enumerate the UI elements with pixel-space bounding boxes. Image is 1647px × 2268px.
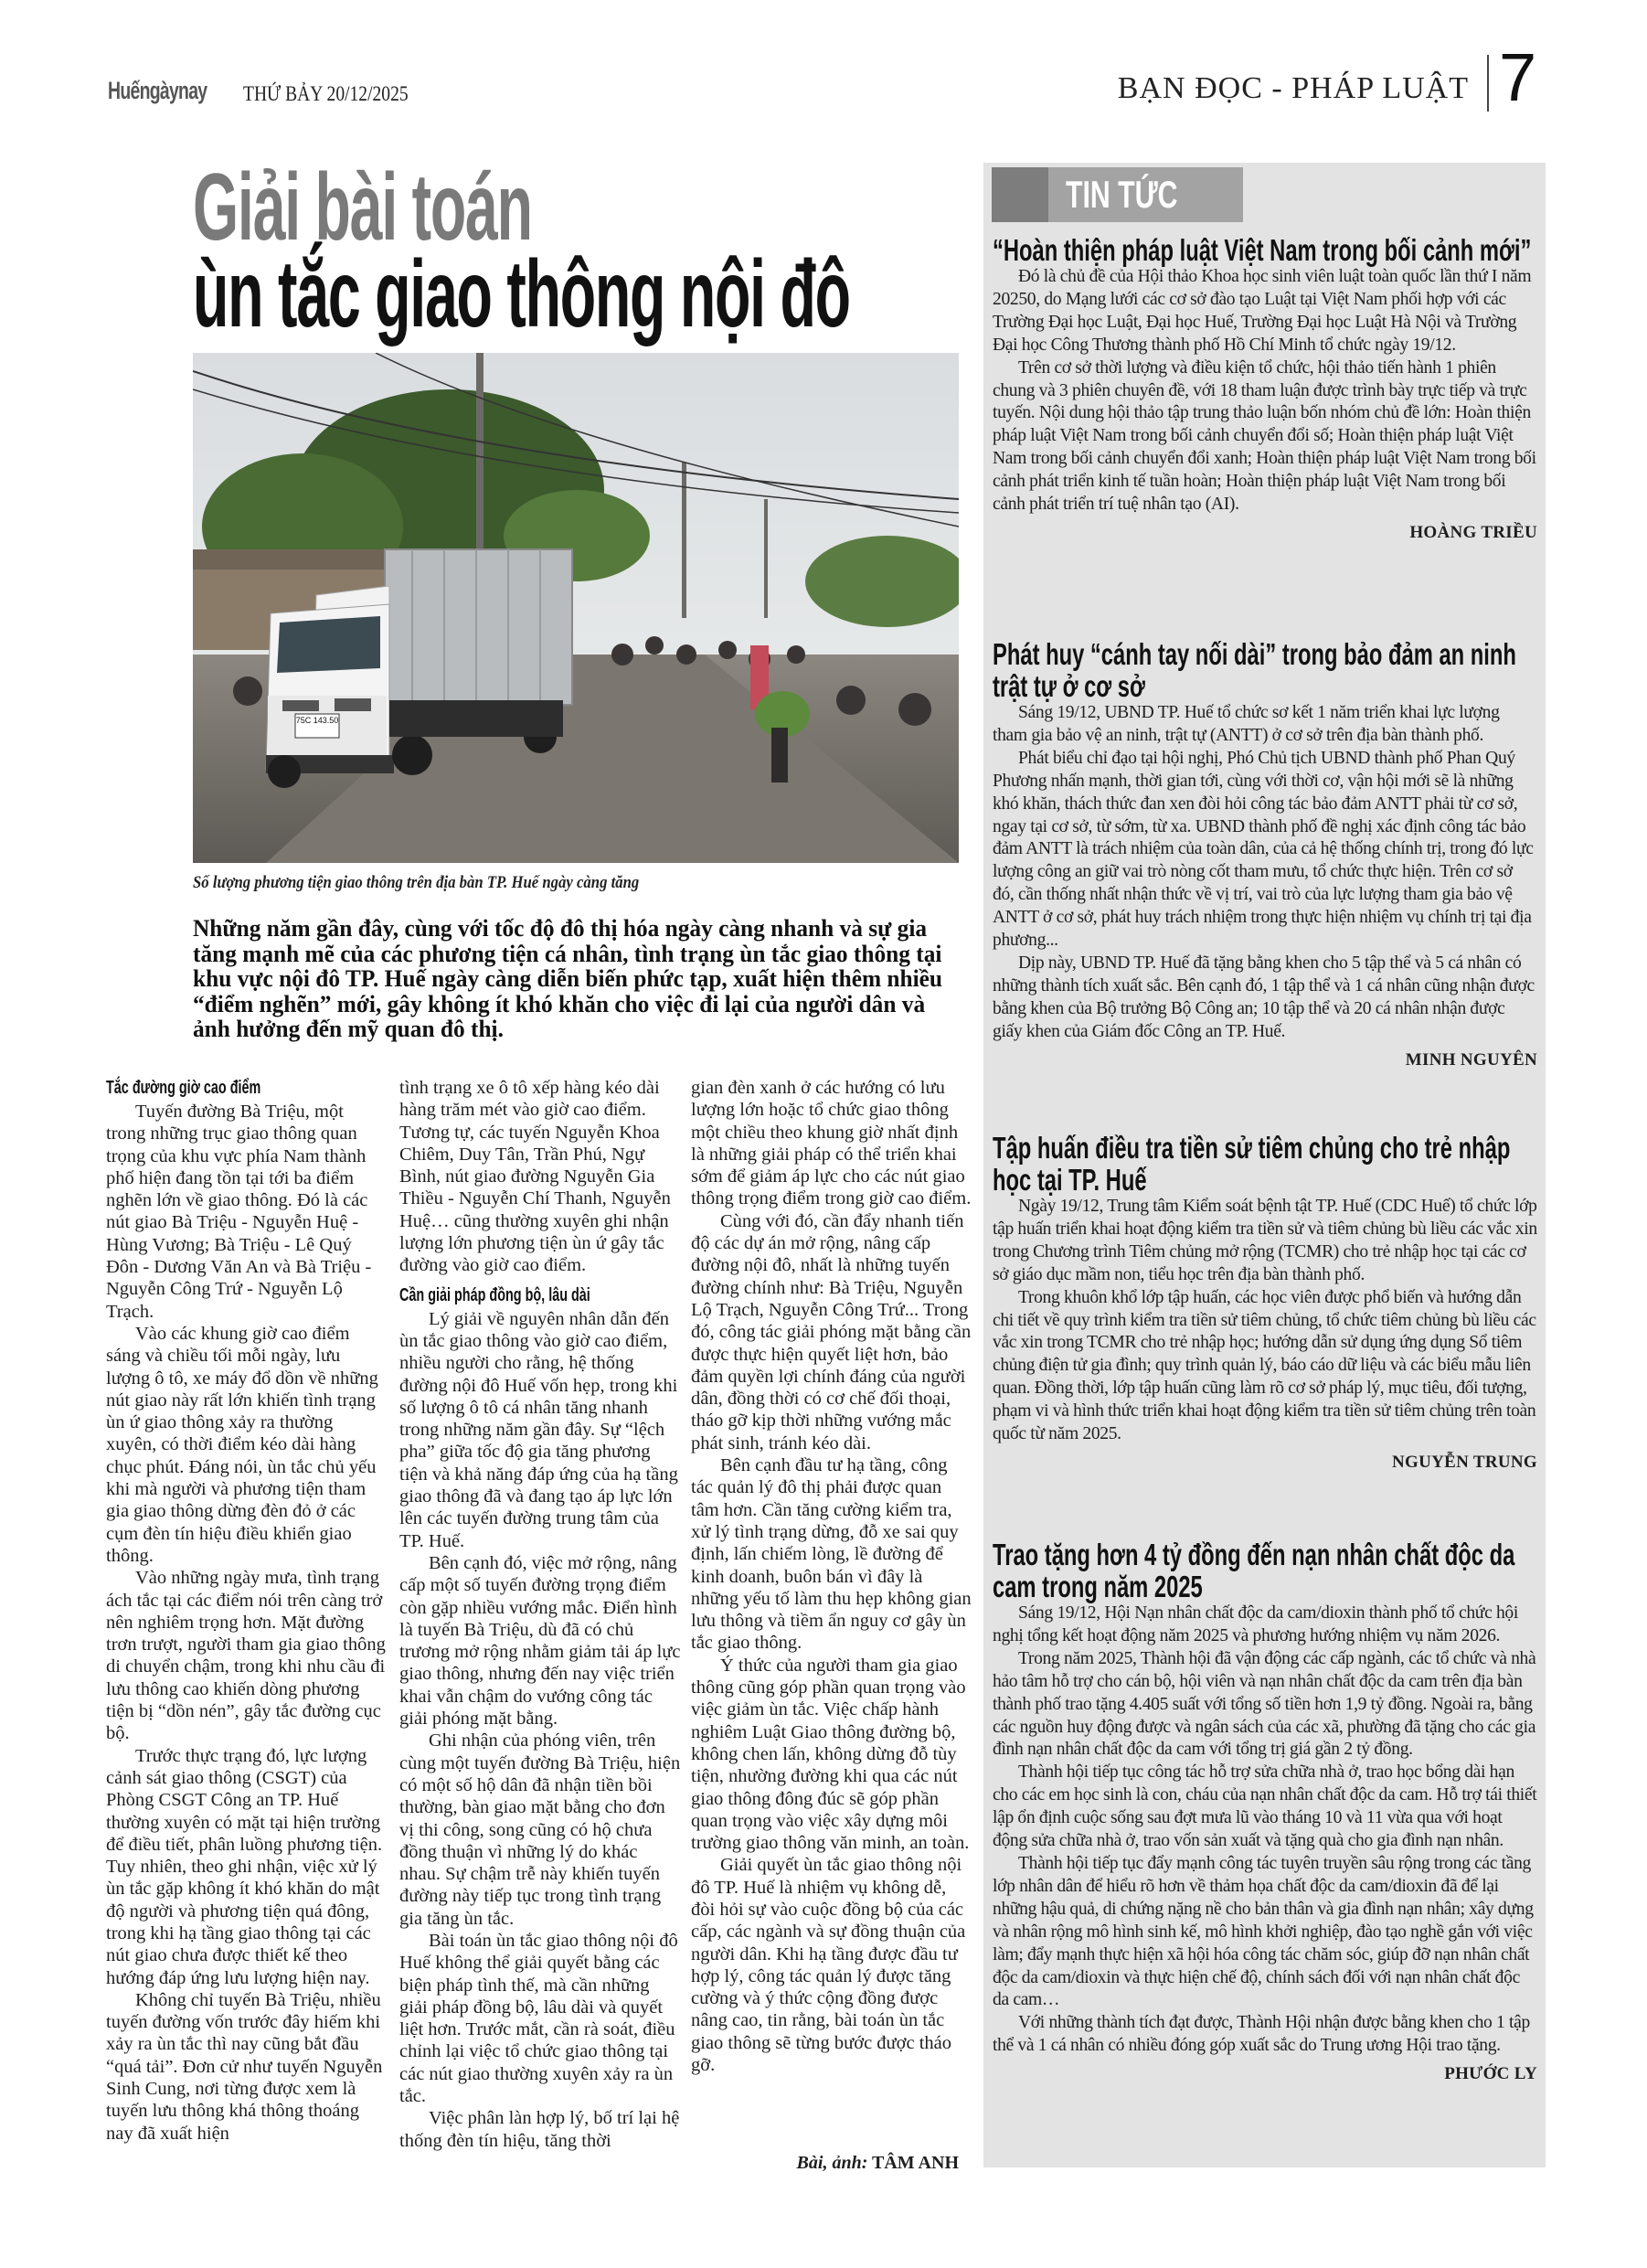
article-lead: Những năm gần đây, cùng với tốc độ đô thị hóa ngày càng nhanh và sự gia tăng mạnh mẽ của các phương tiện cá nhân, tình trạng ùn tắc giao thông tại khu vực nội đô TP. Huế ngày càng diễn biến phức tạp, xuất hiện thêm nhiều “điểm nghẽn” mới, gây không ít khó khăn cho việc đi lại của người dân và ảnh hưởng đến mỹ quan đô thị.: [193, 915, 943, 1042]
paragraph: Cùng với đó, cần đẩy nhanh tiến độ các dự án mở rộng, nâng cấp đường nội đô, nhất là những tuyến đường chính như: Bà Triệu, Nguyễn Lộ Trạch, Nguyễn Công Trứ... Trong đó, công tác giải phóng mặt bằng cần được thực hiện quyết liệt hơn, bảo đảm quyền lợi chính đáng của người dân, đồng thời có cơ chế đối thoại, tháo gỡ kịp thời những vướng mắc phát sinh, tránh kéo dài.: [691, 1210, 972, 1453]
paragraph: Trước thực trạng đó, lực lượng cảnh sát giao thông (CSGT) của Phòng CSGT Công an TP. Huế thường xuyên có mặt tại hiện trường để điều tiết, phân luồng phương tiện. Tuy nhiên, theo ghi nhận, việc xử lý ùn tắc gặp không ít khó khăn do mật độ người và phương tiện quá đông, trong khi hạ tầng giao thông tại các nút giao chưa được thiết kế theo hướng đáp ứng lưu lượng hiện nay.: [106, 1745, 383, 1988]
story-paragraph: Thành hội tiếp tục công tác hỗ trợ sửa chữa nhà ở, trao học bổng dài hạn cho các em học sinh là con, cháu của nạn nhân chất độc da cam. Hỗ trợ tái thiết lập ổn định cuộc sống sau đợt mưa lũ vào tháng 10 và 11 vừa qua với hoạt động sửa chữa nhà ở, trao vốn sản xuất và tặng quà cho gia đình nạn nhân.: [993, 1762, 1537, 1851]
story-paragraph: Sáng 19/12, UBND TP. Huế tổ chức sơ kết 1 năm triển khai lực lượng tham gia bảo vệ an ninh, trật tự (ANTT) ở cơ sở trên địa bàn thành phố.: [993, 703, 1500, 745]
paragraph: Bên cạnh đó, việc mở rộng, nâng cấp một số tuyến đường trọng điểm còn gặp nhiều vướng mắc. Điển hình là tuyến Bà Triệu, dù đã có chủ trương mở rộng nhằm giảm tải áp lực giao thông, nhưng đến nay việc triển khai vẫn chậm do vướng công tác giải phóng mặt bằng.: [399, 1552, 681, 1730]
paragraph: Việc phân làn hợp lý, bố trí lại hệ thống đèn tín hiệu, tăng thời: [399, 2108, 680, 2151]
paragraph: Vào các khung giờ cao điểm sáng và chiều tối mỗi ngày, lưu lượng ô tô, xe máy đổ dồn về những nút giao này rất lớn khiến tình trạng ùn ứ giao thông xảy ra thường xuyên, có thời điểm kéo dài hàng chục phút. Đáng nói, ùn tắc chủ yếu khi mà người và phương tiện tham gia giao thông dừng đèn đỏ ở các cụm đèn tín hiệu điều khiển giao thông.: [106, 1323, 378, 1566]
story-author: MINH NGUYÊN: [1405, 1049, 1537, 1070]
article-byline: [797, 2153, 959, 2174]
story-title: Trao tặng hơn 4 tỷ đồng đến nạn nhân chất độc da cam trong năm 2025: [993, 1538, 1515, 1603]
paragraph: tình trạng xe ô tô xếp hàng kéo dài hàng trăm mét vào giờ cao điểm. Tương tự, các tuyến Nguyễn Khoa Chiêm, Duy Tân, Trần Phú, Ngự Bình, nút giao đường Nguyễn Gia Thiều - Nguyễn Chí Thanh, Nguyễn Huệ… cũng thường xuyên ghi nhận lượng lớn phương tiện ùn ứ gây tắc đường vào giờ cao điểm.: [399, 1078, 671, 1276]
story-title: Tập huấn điều tra tiền sử tiêm chủng cho trẻ nhập học tại TP. Huế: [993, 1131, 1511, 1197]
section-title: BẠN ĐỌC - PHÁP LUẬT: [1117, 71, 1469, 105]
story-paragraph: Trong khuôn khổ lớp tập huấn, các học viên được phổ biến và hướng dẫn chi tiết về quy trình kiểm tra tiền sử tiêm chủng, tổ chức tiêm chủng bù liều các vắc xin trong TCMR cho trẻ nhập học; hướng dẫn sử dụng ứng dụng Sổ tiêm chủng điện tử gia đình; quy trình quản lý, báo cáo dữ liệu và các biểu mẫu liên quan. Đồng thời, lớp tập huấn cũng làm rõ cơ sở pháp lý, mục tiêu, đối tượng, phạm vi và hình thức triển khai hoạt động kiểm tra tiền sử tiêm chủng trên toàn quốc từ năm 2025.: [993, 1287, 1536, 1444]
sidebar-label: TIN TỨC: [1066, 173, 1178, 216]
story-paragraph: Sáng 19/12, Hội Nạn nhân chất độc da cam/dioxin thành phố tổ chức hội nghị tổng kết hoạt động năm 2025 và phương hướng nhiệm vụ năm 2026.: [993, 1603, 1518, 1645]
article-column-1: [106, 1077, 388, 2145]
paragraph: gian đèn xanh ở các hướng có lưu lượng lớn hoặc tổ chức giao thông một chiều theo khung giờ nhất định là những giải pháp có thể triển khai sớm để giảm áp lực cho các nút giao thông trọng điểm trong giờ cao điểm.: [691, 1078, 972, 1209]
article-column-2: [399, 1077, 681, 2152]
sidebar-label-accent: [992, 167, 1048, 222]
subheading: Tắc đường giờ cao điểm: [106, 1078, 261, 1098]
story-title: “Hoàn thiện pháp luật Việt Nam trong bối cảnh mới”: [993, 233, 1532, 267]
story-paragraph: Phát biểu chỉ đạo tại hội nghị, Phó Chủ tịch UBND thành phố Phan Quý Phương nhấn mạnh, thời gian tới, cùng với thời cơ, vận hội mới sẽ là những khó khăn, thách thức đan xen đòi hỏi công tác bảo đảm ANTT phải từ cơ sở, ngay tại cơ sở, từ sớm, từ xa. UBND thành phố đề nghị xác định công tác bảo đảm ANTT là trách nhiệm của toàn dân, của cả hệ thống chính trị, trong đó lực lượng công an giữ vai trò nòng cốt tham mưu, tổ chức thực hiện. Trên cơ sở đó, cần thống nhất nhận thức về vị trí, vai trò của lực lượng tham gia bảo vệ ANTT ở cơ sở, phát huy trách nhiệm trong thực hiện nhiệm vụ chính trị tại địa phương...: [993, 748, 1534, 951]
paragraph: Bài toán ùn tắc giao thông nội đô Huế không thể giải quyết bằng các biện pháp tình thế, mà cần những giải pháp đồng bộ, lâu dài và quyết liệt hơn. Trước mắt, cần rà soát, điều chỉnh lại việc tổ chức giao thông tại các nút giao thường xuyên xảy ra ùn tắc.: [399, 1930, 678, 2107]
story-paragraph: Đó là chủ đề của Hội thảo Khoa học sinh viên luật toàn quốc lần thứ I năm 20250, do Mạng lưới các cơ sở đào tạo Luật tại Việt Nam phối hợp với các Trường Đại học Luật, Đại học Huế, Trường Đại học Luật Hà Nội và Trường Đại học Công Thương thành phố Hồ Chí Minh tổ chức ngày 19/12.: [993, 267, 1532, 355]
sidebar-story: [993, 638, 1537, 1072]
story-paragraph: Dịp này, UBND TP. Huế đã tặng bằng khen cho 5 tập thể và 5 cá nhân có những thành tích xuất sắc. Bên cạnh đó, 1 tập thể và 1 cá nhân cũng nhận được bằng khen của Bộ trưởng Bộ Công an; 10 tập thể và 20 cá nhân nhận được giấy khen của Giám đốc Công an TP. Huế.: [993, 953, 1535, 1041]
story-paragraph: Thành hội tiếp tục đẩy mạnh công tác tuyên truyền sâu rộng trong các tầng lớp nhân dân để hiểu rõ hơn về thảm họa chất độc da cam/dioxin đã để lại những hậu quả, di chứng nặng nề cho bản thân và gia đình nạn nhân; xây dựng và nhân rộng mô hình sinh kế, mô hình khởi nghiệp, đào tạo nghề gắn với việc làm; đẩy mạnh thực hiện xã hội hóa công tác chăm sóc, giúp đỡ nạn nhân chất độc da cam/dioxin và thực hiện chế độ, chính sách đối với nạn nhân chất độc da cam…: [993, 1853, 1534, 2010]
subheading: Cần giải pháp đồng bộ, lâu dài: [399, 1284, 590, 1305]
story-paragraph: Trên cơ sở thời lượng và điều kiện tổ chức, hội thảo tiến hành 1 phiên chung và 3 phiên chuyên đề, với 18 tham luận được trình bày trực tiếp và trực tuyến. Nội dung hội thảo tập trung thảo luận bốn nhóm chủ đề lớn: Hoàn thiện pháp luật Việt Nam trong bối cảnh chuyển đổi số; Hoàn thiện pháp luật Việt Nam trong bối cảnh chuyển đổi xanh; Hoàn thiện pháp luật Việt Nam trong bối cảnh phát triển kinh tế tuần hoàn; Hoàn thiện pháp luật Việt Nam trong bối cảnh phát triển trí tuệ nhân tạo (AI).: [993, 357, 1536, 515]
page-number: 7: [1499, 39, 1537, 115]
license-plate: 75C 143.50: [295, 716, 339, 725]
issue-date: THỨ BẢY 20/12/2025: [243, 82, 409, 105]
paragraph: Ý thức của người tham gia giao thông cũng góp phần quan trọng vào việc giảm ùn tắc. Việc chấp hành nghiêm Luật Giao thông đường bộ, không chen lấn, không dừng đỗ tùy tiện, nhường đường khi qua các nút giao thông đông đúc sẽ góp phần quan trọng vào việc xây dựng môi trường giao thông văn minh, an toàn.: [691, 1655, 970, 1854]
paragraph: Vào những ngày mưa, tình trạng ách tắc tại các điểm nói trên càng trở nên nghiêm trọng hơn. Mặt đường trơn trượt, người tham gia giao thông di chuyển chậm, trong khi nhu cầu đi lưu thông cao khiến dòng phương tiện bị “dồn nén”, gây tắc đường cục bộ.: [106, 1568, 386, 1744]
story-author: NGUYỄN TRUNG: [1392, 1452, 1537, 1472]
header-divider: [1487, 55, 1489, 112]
paragraph: Ghi nhận của phóng viên, trên cùng một tuyến đường Bà Triệu, hiện có một số hộ dân đã nhận tiền bồi thường, bàn giao mặt bằng cho đơn vị thi công, song cũng có hộ chưa đồng thuận vì những lý do khác nhau. Sự chậm trễ này khiến tuyến đường này tiếp tục trong tình trạng gia tăng ùn tắc.: [399, 1730, 681, 1929]
story-title: Phát huy “cánh tay nối dài” trong bảo đảm an ninh trật tự ở cơ sở: [993, 637, 1516, 703]
newspaper-logo: Huếngàynay: [108, 77, 207, 104]
story-author: PHƯỚC LY: [1444, 2064, 1537, 2084]
headline-line-2: ùn tắc giao thông nội đô: [193, 241, 850, 347]
story-paragraph: Ngày 19/12, Trung tâm Kiểm soát bệnh tật TP. Huế (CDC Huế) tổ chức lớp tập huấn triển khai hoạt động kiểm tra tiền sử và tiêm chủng bù liều các vắc xin trong Chương trình Tiêm chủng mở rộng (TCMR) cho trẻ nhập học tại các cơ sở giáo dục mầm non, tiểu học trên địa bàn thành phố.: [993, 1197, 1537, 1284]
article-photo: [193, 353, 959, 863]
story-paragraph: Với những thành tích đạt được, Thành Hội nhận được bằng khen cho 1 tập thể và 1 cá nhân có nhiều đóng góp xuất sắc do Trung ương Hội trao tặng.: [993, 2013, 1530, 2056]
sidebar-story: [993, 1132, 1537, 1475]
article-column-3: [691, 1077, 972, 2076]
story-paragraph: Trong năm 2025, Thành hội đã vận động các cấp ngành, các tổ chức và nhà hảo tâm hỗ trợ cho cán bộ, hội viên và nạn nhân chất độc da cam trên địa bàn thành phố trao tặng 4.405 suất với tổng số tiền hơn 1,9 tỷ đồng. Ngoài ra, bằng các nguồn huy động được và ngân sách của các xã, phường đã tặng cho các gia đình nạn nhân chất độc da cam với tổng trị giá gần 2 tỷ đồng.: [993, 1648, 1536, 1760]
byline-author: TÂM ANH: [872, 2153, 959, 2173]
sidebar-story: [993, 1539, 1537, 2086]
byline-label: Bài, ảnh:: [796, 2153, 868, 2173]
paragraph: Lý giải về nguyên nhân dẫn đến ùn tắc giao thông vào giờ cao điểm, nhiều người cho rằng, hệ thống đường nội đô Huế vốn hẹp, trong khi số lượng ô tô cá nhân tăng nhanh trong những năm gần đây. Sự “lệch pha” giữa tốc độ gia tăng phương tiện và khả năng đáp ứng của hạ tầng giao thông đã và đang tạo áp lực lớn lên các tuyến đường trung tâm của TP. Huế.: [399, 1308, 678, 1551]
sidebar-story: [993, 234, 1537, 545]
paragraph: Tuyến đường Bà Triệu, một trong những trục giao thông quan trọng của khu vực phía Nam thành phố hiện đang tồn tại tới ba điểm nghẽn lớn về giao thông. Đó là các nút giao Bà Triệu - Nguyễn Huệ - Hùng Vương; Bà Triệu - Lê Quý Đôn - Dương Văn An và Bà Triệu - Nguyễn Công Trứ - Nguyễn Lộ Trạch.: [106, 1102, 372, 1322]
paragraph: Giải quyết ùn tắc giao thông nội đô TP. Huế là nhiệm vụ không dễ, đòi hỏi sự vào cuộc đồng bộ của các cấp, các ngành và sự đồng thuận của người dân. Khi hạ tầng được đầu tư hợp lý, công tác quản lý được tăng cường và ý thức cộng đồng được nâng cao, tin rằng, bài toán ùn tắc giao thông sẽ từng bước được tháo gỡ.: [691, 1855, 966, 2076]
story-author: HOÀNG TRIỀU: [1409, 522, 1537, 542]
photo-caption: Số lượng phương tiện giao thông trên địa bàn TP. Huế ngày càng tăng: [193, 873, 640, 892]
paragraph: Bên cạnh đầu tư hạ tầng, công tác quản lý đô thị phải được quan tâm hơn. Cần tăng cường kiểm tra, xử lý tình trạng dừng, đỗ xe sai quy định, lấn chiếm lòng, lề đường để kinh doanh, buôn bán vì đây là những yếu tố làm thu hẹp không gian lưu thông và tiềm ẩn nguy cơ gây ùn tắc giao thông.: [691, 1455, 972, 1654]
headline-line-1: Giải bài toán: [193, 154, 532, 261]
paragraph: Không chỉ tuyến Bà Triệu, nhiều tuyến đường vốn trước đây hiếm khi xảy ra ùn tắc thì nay cũng bắt đầu “quá tải”. Đơn cử như tuyến Nguyễn Sinh Cung, nơi từng được xem là tuyến lưu thông khá thông thoáng nay đã xuất hiện: [106, 1989, 383, 2144]
